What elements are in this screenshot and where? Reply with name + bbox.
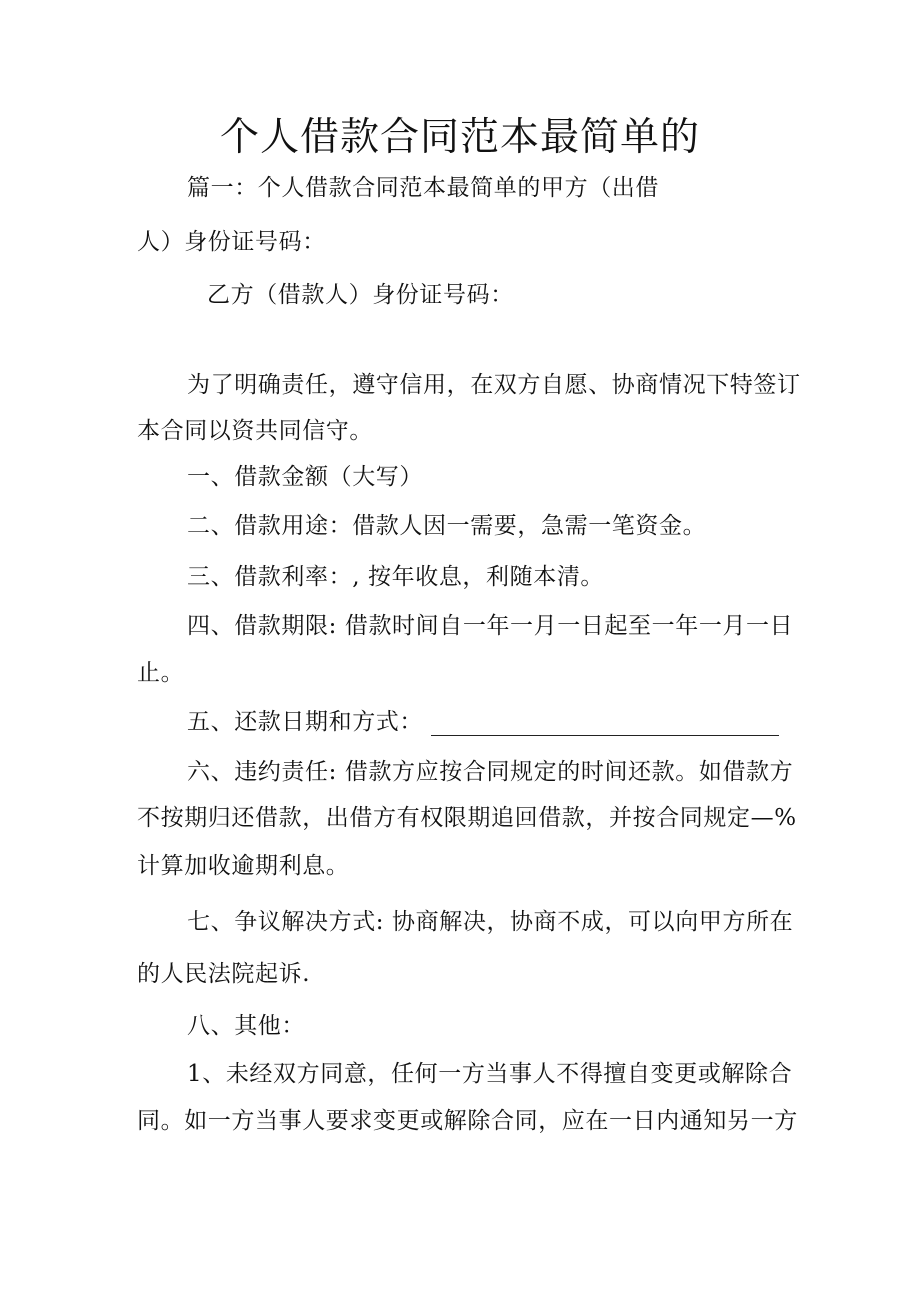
paragraph-line: 同。如一方当事人要求变更或解除合同，应在一日内通知另一方 — [137, 1108, 798, 1134]
paragraph-line: 止。 — [137, 660, 185, 686]
paragraph-line: 一、借款金额（大写） — [187, 464, 423, 490]
paragraph-line: 六、违约责任: 借款方应按合同规定的时间还款。如借款方 — [187, 759, 794, 785]
paragraph-line: 五、还款日期和方式： — [187, 709, 423, 735]
paragraph-line: 乙方（借款人）身份证号码： — [207, 282, 514, 308]
paragraph-line: 人）身份证号码： — [137, 229, 326, 255]
paragraph-line: 1、未经双方同意，任何一方当事人不得擅自变更或解除合 — [187, 1061, 793, 1087]
paragraph-line: 八、其他： — [187, 1013, 305, 1039]
paragraph-line: 本合同以资共同信守。 — [137, 418, 373, 444]
paragraph-line: 为了明确责任，遵守信用，在双方自愿、协商情况下特签订 — [187, 372, 801, 398]
fill-in-blank-line — [431, 735, 779, 736]
paragraph-line: 三、借款利率：, 按年收息，利随本清。 — [187, 564, 605, 590]
paragraph-line: 二、借款用途：借款人因一需要，急需一笔资金。 — [187, 513, 707, 539]
paragraph-line: 篇一：个人借款合同范本最简单的甲方（出借 — [187, 175, 659, 201]
paragraph-line: 七、争议解决方式: 协商解决，协商不成，可以向甲方所在 — [187, 909, 794, 935]
paragraph-line: 不按期归还借款，出借方有权限期追回借款，并按合同规定—% — [137, 805, 797, 831]
paragraph-line: 计算加收逾期利息。 — [137, 853, 350, 879]
paragraph-line: 的人民法院起诉. — [137, 961, 311, 987]
document-title: 个人借款合同范本最简单的 — [219, 115, 700, 160]
paragraph-line: 四、借款期限: 借款时间自一年一月一日起至一年一月一日 — [187, 613, 794, 639]
